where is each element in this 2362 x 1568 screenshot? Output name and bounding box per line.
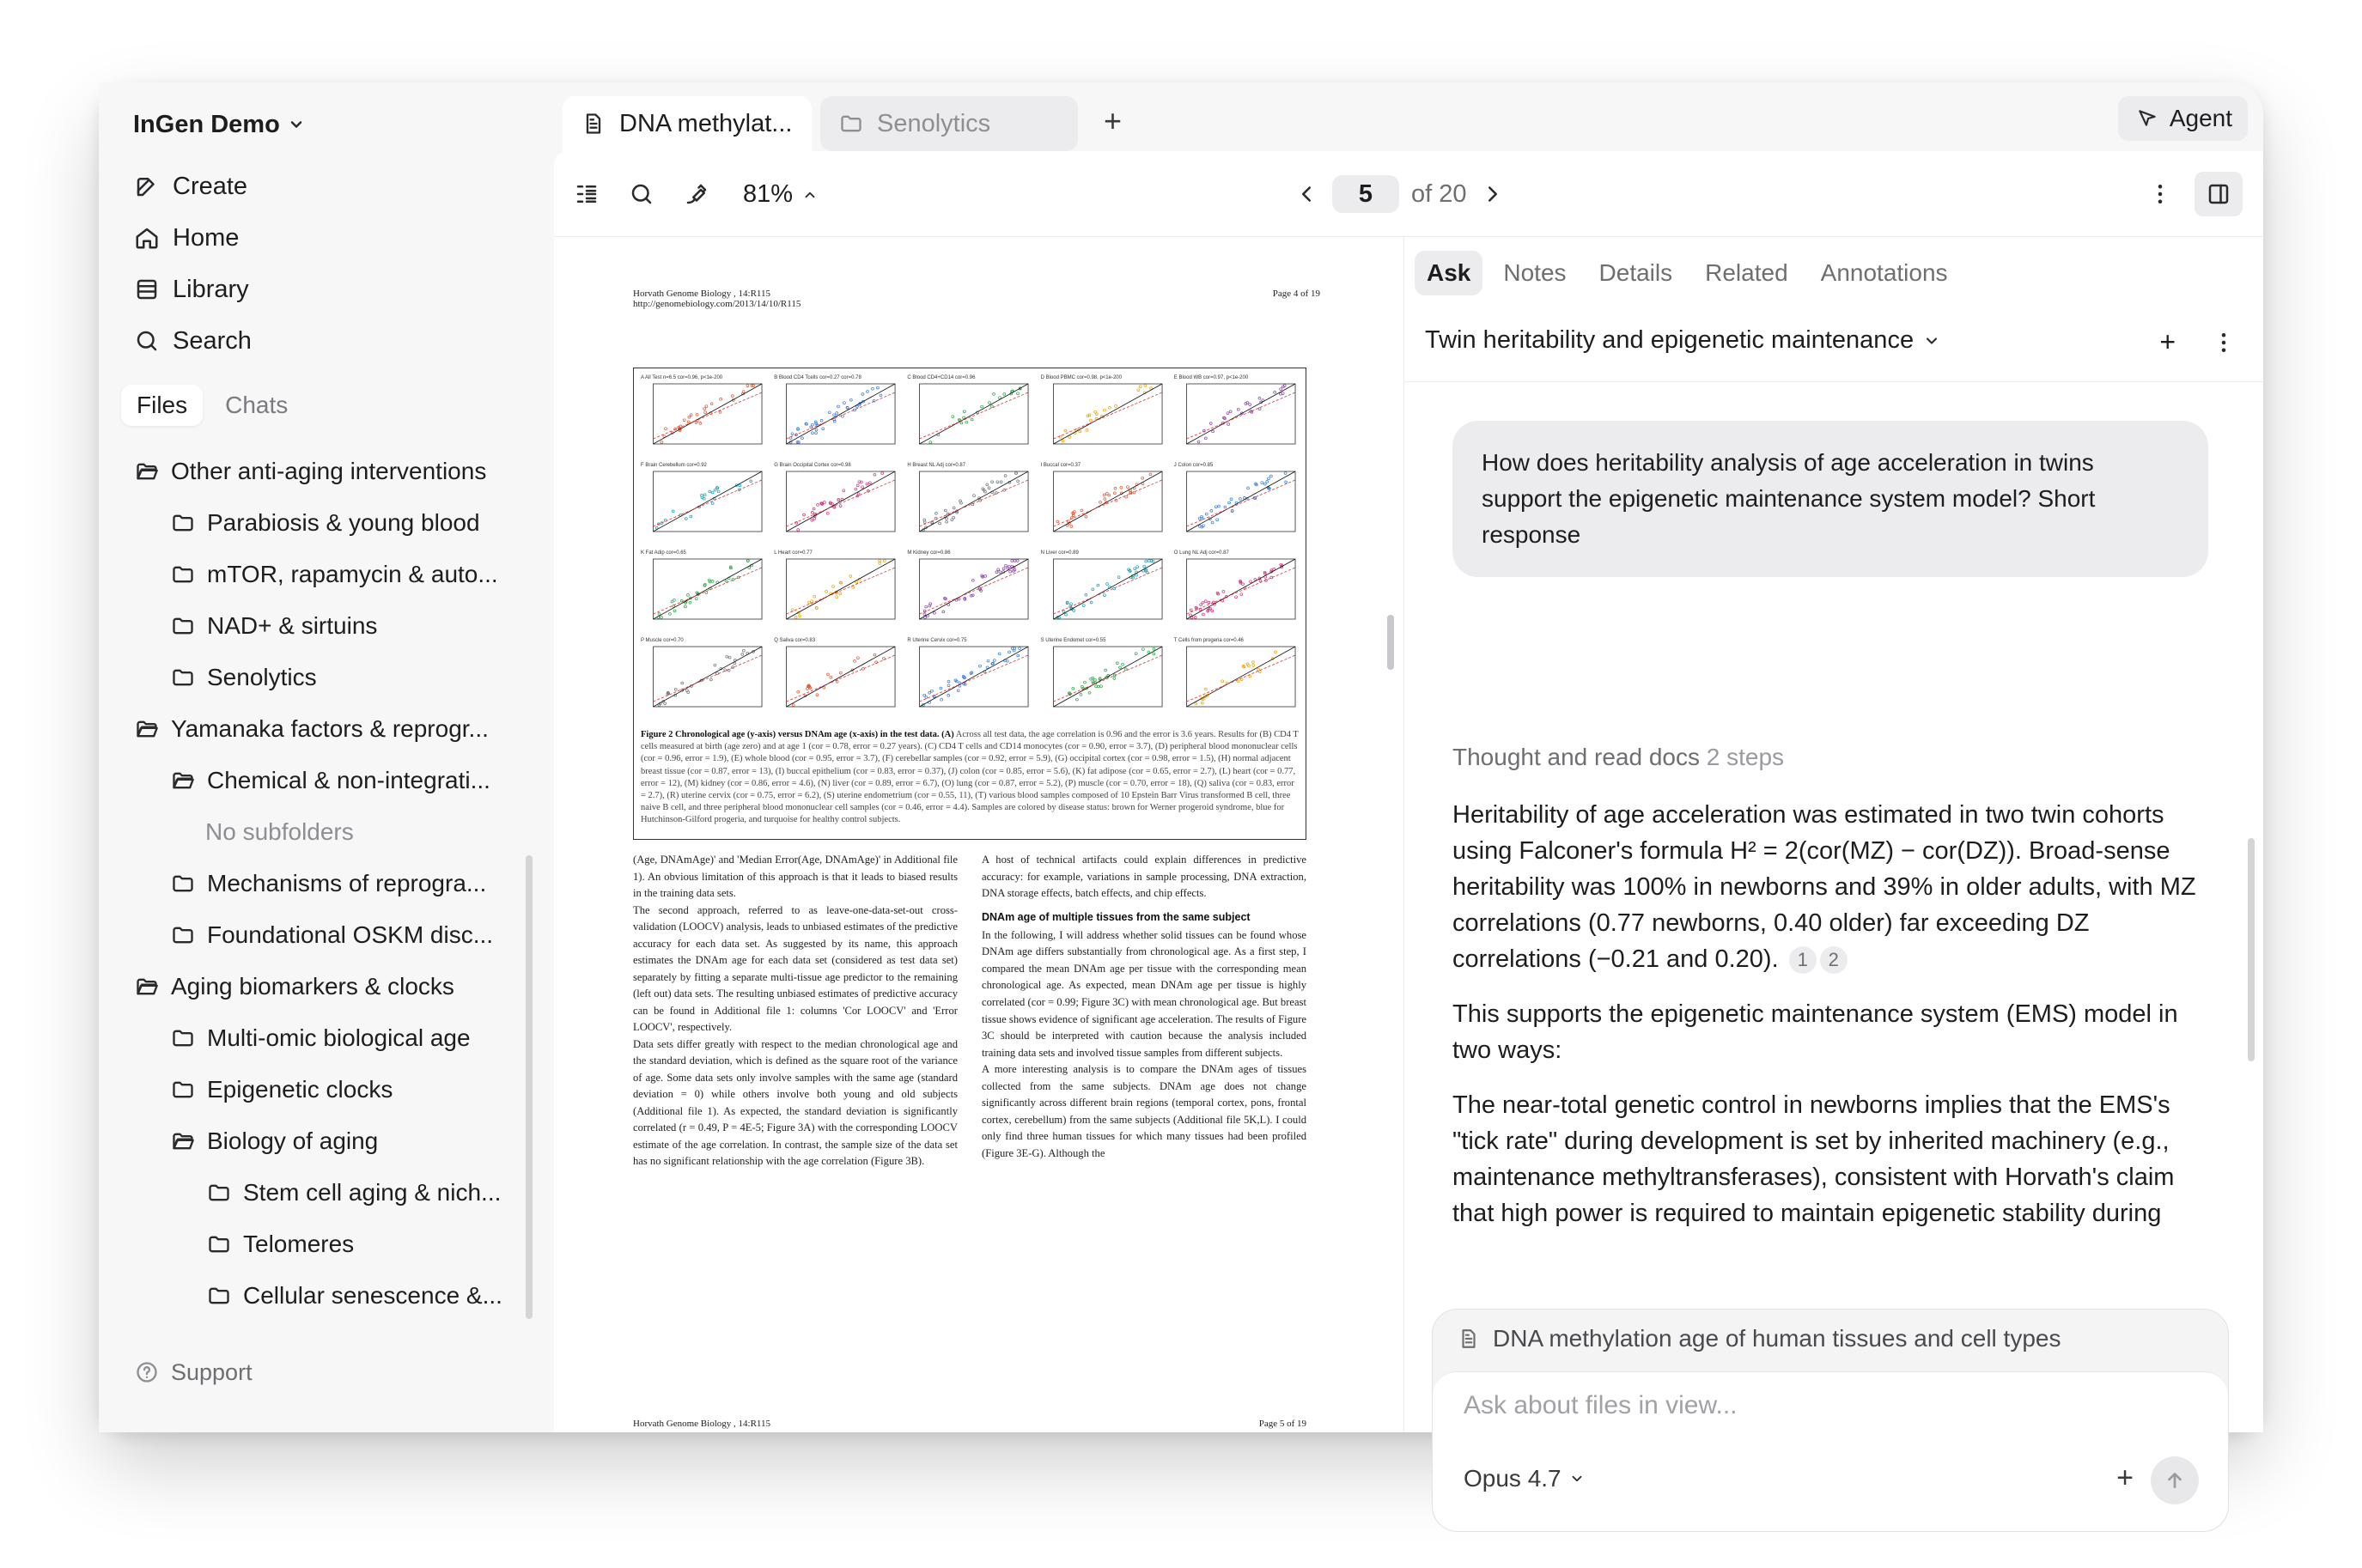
figure-panel-plot	[641, 645, 765, 717]
new-thread-button[interactable]: +	[2159, 326, 2176, 357]
tree-item-label: Mechanisms of reprogra...	[207, 870, 487, 896]
figure-panel-title: O Lung NL Adj cor=0.87	[1173, 550, 1229, 556]
pdf-body-columns	[633, 852, 1306, 1170]
tree-item[interactable]	[169, 915, 493, 955]
tab-related[interactable]: Related	[1705, 259, 1788, 286]
figure-panel	[1041, 463, 1166, 547]
more-vertical-icon[interactable]	[2210, 329, 2237, 356]
nav-library[interactable]	[133, 270, 249, 309]
user-message: How does heritability analysis of age acceleration in twins support the epigenetic maintenance system model? Short response	[1452, 421, 2208, 577]
thought-label: Thought and read docs	[1452, 744, 1700, 770]
tree-item[interactable]	[133, 967, 454, 1006]
figure-panel-plot	[1041, 470, 1166, 542]
folder-open-icon	[169, 1127, 197, 1155]
tab-senolytics-label: Senolytics	[877, 109, 991, 137]
tree-item[interactable]	[169, 864, 486, 903]
figure-panel-grid	[641, 375, 1299, 722]
tree-item-label: mTOR, rapamycin & auto...	[207, 561, 498, 587]
answer-paragraph	[1452, 797, 2208, 977]
pdf-col2-body: In the following, I will address whether solid tissues can be found whose DNAm age differs substantially from chronological age. As a first step, I compared the mean DNAm age per tissue with the corresponding mean chronological age. As expected, mean DNAm age per tissue is highly correlated (cor = 0.99; Figure 3C) with mean chronological age. But breast tissue shows evidence of significant age acceleration. The results of Figure 3C should be interpreted with caution because the analysis included training data sets and involved tissue samples from different subjects. A more interesting analysis is to compare the DNAm ages of tissues collected from the same subjects. DNAm age does not change significantly across different brain regions (temporal cortex, pons, frontal cortex, cerebellum) from the same subjects (Additional file 5K,L). I could only find three human tissues for which many tissues had been profiled (Figure 3E-G). Although the	[982, 928, 1306, 1159]
chevron-down-icon	[1568, 1470, 1586, 1487]
pdf-running-header	[633, 289, 1320, 309]
folder-icon	[169, 870, 197, 897]
toggle-sidepanel-button[interactable]	[2195, 172, 2243, 216]
agent-button[interactable]	[2118, 96, 2248, 141]
thought-summary[interactable]	[1452, 744, 1784, 771]
figure-panel-plot	[1041, 557, 1166, 629]
nav-home-label: Home	[173, 223, 240, 252]
send-button[interactable]	[2151, 1456, 2199, 1504]
tab-document[interactable]	[563, 96, 812, 151]
thought-steps: 2 steps	[1706, 744, 1785, 770]
folder-icon	[837, 110, 865, 137]
tab-notes[interactable]: Notes	[1503, 259, 1567, 286]
thread-selector[interactable]	[1425, 326, 1941, 355]
panel-divider	[1404, 381, 2263, 382]
figure-caption-title: Figure 2 Chronological age (y-axis) versus DNAm age (x-axis) in the test data. (A)	[641, 730, 954, 739]
pdf-page	[633, 289, 1320, 1319]
figure-panel-title: G Brain Occipital Cortex cor=0.98	[774, 463, 851, 468]
search-icon	[133, 327, 161, 355]
chevron-up-icon	[801, 186, 819, 204]
figure-panel-title: I Buccal cor=0.37	[1040, 463, 1081, 468]
tab-annotations[interactable]: Annotations	[1820, 259, 1948, 286]
pdf-column-left	[633, 852, 958, 1170]
thread-actions	[2159, 326, 2237, 358]
chat-composer	[1432, 1309, 2229, 1532]
pencil-square-icon	[133, 173, 161, 200]
pdf-footer-citation: Horvath Genome Biology , 14:R115	[633, 1419, 770, 1429]
figure-panel	[774, 463, 898, 547]
figure-panel-title: A All Test n=6.5 cor=0.96, p<1e-200	[641, 375, 723, 380]
page-navigator	[1293, 175, 1507, 213]
tree-item[interactable]	[205, 1276, 502, 1316]
tree-item[interactable]	[205, 1173, 501, 1212]
page-count: of 20	[1411, 179, 1467, 208]
folder-icon	[169, 1076, 197, 1103]
figure-panel-title: P Muscle cor=0.70	[641, 638, 684, 643]
figure-panel	[641, 375, 765, 459]
nav-search[interactable]	[133, 321, 252, 361]
cursor-arrow-icon	[2134, 105, 2161, 132]
citation-badge[interactable]: 1	[1789, 946, 1817, 974]
nav-create-label: Create	[173, 172, 248, 200]
composer-input-area	[1433, 1371, 2228, 1531]
tree-item[interactable]	[169, 658, 317, 697]
tree-item[interactable]	[205, 1225, 354, 1264]
figure-panel	[1041, 638, 1166, 722]
page-number-input[interactable]: 5	[1332, 175, 1399, 213]
folder-icon	[205, 1282, 233, 1310]
figure-panel-title: E Blood WB cor=0.97, p<1e-200	[1173, 375, 1249, 380]
tree-item-label: Cellular senescence &...	[243, 1282, 502, 1309]
answer-paragraph: This supports the epigenetic maintenance system (EMS) model in two ways:	[1452, 1000, 2178, 1064]
tree-item[interactable]	[133, 709, 489, 749]
figure-panel	[1174, 550, 1299, 635]
figure-panel-plot	[907, 382, 1032, 454]
tree-item-label: Epigenetic clocks	[207, 1076, 393, 1103]
pdf-header-citation: Horvath Genome Biology , 14:R115	[633, 289, 770, 299]
folder-icon	[169, 921, 197, 949]
folder-icon	[205, 1179, 233, 1206]
figure-panel	[641, 463, 765, 547]
search-icon[interactable]	[628, 180, 655, 208]
zoom-control[interactable]	[743, 180, 819, 209]
figure-panel	[1041, 375, 1166, 459]
folder-icon	[169, 1024, 197, 1052]
nav-home[interactable]	[133, 218, 239, 258]
folder-icon	[169, 664, 197, 691]
more-options-button[interactable]	[2136, 172, 2184, 216]
figure-panel-title: R Uterine Cervix cor=0.75	[907, 638, 967, 643]
context-document-title: DNA methylation age of human tissues and cell types	[1493, 1325, 2061, 1352]
chevron-down-icon	[287, 115, 306, 134]
help-circle-icon	[133, 1358, 161, 1386]
library-icon	[133, 276, 161, 303]
folder-open-icon	[133, 458, 161, 485]
figure-panel	[1174, 375, 1299, 459]
folder-icon	[169, 561, 197, 588]
tree-item-label: Senolytics	[207, 664, 317, 690]
figure-panel	[1041, 550, 1166, 635]
tree-item-label: Stem cell aging & nich...	[243, 1179, 502, 1206]
figure-panel-plot	[641, 557, 765, 629]
figure-panel-plot	[907, 470, 1032, 542]
figure-caption	[641, 729, 1299, 826]
figure-panel-plot	[641, 470, 765, 542]
figure-panel-plot	[1174, 645, 1299, 717]
pdf-column-right	[982, 852, 1306, 1170]
figure-panel	[907, 463, 1032, 547]
new-tab-button[interactable]: +	[1104, 103, 1123, 138]
ask-input[interactable]	[1464, 1391, 2185, 1420]
figure-panel	[641, 550, 765, 635]
figure-panel-plot	[1041, 382, 1166, 454]
chevron-down-icon	[1922, 331, 1941, 350]
figure-panel-plot	[1174, 470, 1299, 542]
tree-item-label: Aging biomarkers & clocks	[171, 973, 454, 1000]
assistant-panel	[1404, 237, 2263, 1494]
attach-button[interactable]: +	[2116, 1462, 2134, 1494]
pdf-figure	[633, 368, 1306, 840]
document-icon	[580, 110, 607, 137]
figure-panel-title: T Cells from progeria cor=0.46	[1173, 638, 1244, 643]
tree-item[interactable]	[169, 503, 480, 543]
folder-icon	[205, 1231, 233, 1258]
workspace-name: InGen Demo	[133, 110, 280, 138]
tree-item-label: NAD+ & sirtuins	[207, 612, 378, 639]
context-document-chip[interactable]	[1455, 1325, 2061, 1352]
folder-open-icon	[133, 715, 161, 743]
tab-ask[interactable]: Ask	[1415, 251, 1482, 295]
tree-item-label: Parabiosis & young blood	[207, 509, 480, 536]
answer-text-1: Heritability of age acceleration was estimated in two twin cohorts using Falconer's formula H² = 2(cor(MZ) − cor(DZ)). Broad-sense heritability was 100% in newborns and 39% in older adults, with MZ correlations (0.77 newborns, 0.40 older) far exceeding DZ correlations (−0.21 and 0.20).	[1452, 801, 2196, 973]
main-panel	[554, 151, 2263, 1494]
workspace-switcher[interactable]	[133, 105, 306, 144]
tree-item-label: Multi-omic biological age	[207, 1024, 471, 1051]
pdf-header-url: http://genomebiology.com/2013/14/10/R115	[633, 299, 801, 309]
figure-panel	[1174, 638, 1299, 722]
figure-panel-plot	[641, 382, 765, 454]
tree-item-label: Yamanaka factors & reprogr...	[171, 715, 489, 742]
tree-item[interactable]	[169, 606, 377, 646]
figure-panel	[774, 550, 898, 635]
figure-panel-plot	[774, 645, 898, 717]
figure-panel-title: N Liver cor=0.89	[1040, 550, 1079, 556]
chat-scrollbar[interactable]	[2248, 838, 2255, 1061]
figure-panel-title: S Uterine Endomet cor=0.55	[1040, 638, 1106, 643]
pdf-col2-intro: A host of technical artifacts could explain differences in predictive accuracy: for example, variations in sample processing, DNA extraction, DNA storage effects, batch effects, and chip effects.	[982, 854, 1306, 900]
figure-panel	[907, 638, 1032, 722]
citation-badge[interactable]: 2	[1820, 946, 1848, 974]
figure-panel-plot	[1041, 645, 1166, 717]
tree-item-label: Foundational OSKM disc...	[207, 921, 494, 948]
chevron-left-icon[interactable]	[1293, 180, 1320, 208]
pdf-col1-text: (Age, DNAmAge)' and 'Median Error(Age, DNAmAge)' in Additional file 1). An obvious limitation of this approach is that it leads to biased results in the training data sets. The second approach, referred to as leave-one-data-set-out cross-validation (LOOCV) analysis, leads to unbiased estimates of the predictive accuracy for each data set. As suggested by its name, this approach estimates the DNAm age for each data set (considered as test data set) separately by fitting a separate multi-tissue age predictor to the remaining (left out) data sets. The resulting unbiased estimates of predictive accuracy can be found in Additional file 1: columns 'Cor LOOCV' and 'Error LOOCV', respectively. Data sets differ greatly with respect to the median chronological age and the standard deviation, which is defined as the square root of the variance of age. Some data sets only involve samples with the same age (standard deviation = 0) while others involve both young and old subjects (Additional file 1). As expected, the standard deviation is significantly correlated (r = 0.49, P = 4E-5; Figure 3A) with the corresponding LOOCV estimate of the age correlation. In contrast, the sample size of the data set has no significant relationship with the age correlation (Figure 3B).	[633, 854, 958, 1168]
figure-panel-title: Q Saliva cor=0.83	[774, 638, 816, 643]
model-name: Opus 4.7	[1464, 1465, 1561, 1492]
panel-tabs	[1415, 251, 1960, 295]
tab-details[interactable]: Details	[1598, 259, 1673, 286]
house-icon	[133, 224, 161, 252]
document-icon	[1455, 1325, 1482, 1352]
outline-icon[interactable]	[573, 180, 600, 208]
more-vertical-icon	[2146, 180, 2174, 208]
tree-item[interactable]	[169, 1121, 378, 1161]
figure-panel	[774, 638, 898, 722]
pdf-viewer[interactable]	[554, 237, 1404, 1432]
figure-panel	[1174, 463, 1299, 547]
tab-chats[interactable]: Chats	[225, 392, 289, 418]
figure-panel	[641, 638, 765, 722]
figure-panel-plot	[774, 557, 898, 629]
figure-panel-plot	[1174, 557, 1299, 629]
support-label: Support	[171, 1358, 253, 1385]
thread-title: Twin heritability and epigenetic maintenance	[1425, 326, 1915, 354]
tree-item[interactable]	[169, 555, 498, 594]
figure-panel-plot	[907, 645, 1032, 717]
figure-panel-title: J Colon cor=0.85	[1173, 463, 1214, 468]
model-selector[interactable]	[1464, 1465, 1586, 1492]
sidebar-panel-icon	[2205, 180, 2232, 208]
tree-item	[205, 812, 354, 852]
support-link[interactable]	[133, 1358, 253, 1386]
folder-icon	[169, 509, 197, 537]
highlighter-icon[interactable]	[683, 180, 710, 208]
pdf-next-page-header	[633, 1419, 1306, 1432]
pdf-section-heading: DNAm age of multiple tissues from the same subject	[982, 910, 1251, 923]
pdf-footer-page: Page 5 of 19	[1258, 1419, 1306, 1429]
assistant-answer	[1452, 797, 2208, 1250]
figure-panel	[774, 375, 898, 459]
figure-panel-title: B Blood CD4 Tcells cor=0.27 cor=0.78	[774, 375, 861, 380]
figure-panel-title: M Kidney cor=0.86	[907, 550, 951, 556]
pdf-header-page: Page 4 of 19	[1272, 289, 1320, 299]
tree-item-label: Chemical & non-integrati...	[207, 767, 490, 793]
figure-panel-title: L Heart cor=0.77	[774, 550, 813, 556]
tree-item[interactable]	[169, 1070, 393, 1109]
nav-search-label: Search	[173, 326, 252, 355]
sidebar	[99, 82, 554, 1432]
figure-panel-plot	[1174, 382, 1299, 454]
figure-panel-plot	[907, 557, 1032, 629]
tab-document-label: DNA methylat...	[619, 109, 793, 137]
tree-item[interactable]	[169, 761, 490, 800]
figure-caption-text: Across all test data, the age correlation is 0.96 and the error is 3.6 years. Results for (B) CD4 T cells measured at birth (age zero) and at age 1 (cor = 0.78, error = 0.27 years). (C) CD4 T cells and CD14 monocytes (cor = 0.90, error = 3.7), (D) peripheral blood mononuclear cells (cor = 0.96, error = 1.9), (E) whole blood (cor = 0.95, error = 3.7), (F) cerebellar samples (cor = 0.92, error = 5.9), (G) occipital cortex (cor = 0.98, error = 1.5), (H) normal adjacent breast tissue (cor = 0.87, error = 13), (I) buccal epithelium (cor = 0.83, error = 0.37), (J) colon (cor = 0.85, error = 5.6), (K) fat adipose (cor = 0.65, error = 2.7), (L) heart (cor = 0.77, error = 12), (M) kidney (cor = 0.86, error = 4.6), (N) liver (cor = 0.89, error = 6.7), (O) lung (cor = 0.87, error = 5.2), (P) muscle (cor = 0.70, error = 18), (Q) saliva (cor = 0.83, error = 2.7), (R) uterine cervix (cor = 0.75, error = 6.2), (S) uterine endometrium (cor = 0.55, 11), (T) various blood samples composed of 10 Epstein Barr Virus transformed B cell, three naive B cell, and three peripheral blood mononuclear cell samples (cor = 0.46, error = 4.4). Samples are colored by disease status: brown for Werner progeroid syndrome, blue for Hutchinson-Gilford progeria, and turquoise for healthy control subjects.	[641, 730, 1299, 825]
agent-label: Agent	[2169, 105, 2232, 131]
tree-item-label: Other anti-aging interventions	[171, 458, 487, 484]
tree-item-label: Telomeres	[243, 1231, 355, 1257]
sidebar-scrollbar[interactable]	[526, 855, 533, 1319]
figure-panel-title: K Fat Adip cor=0.65	[641, 550, 686, 556]
figure-panel-title: F Brain Cerebellum cor=0.92	[641, 463, 707, 468]
folder-open-icon	[169, 767, 197, 794]
sidebar-segment	[121, 385, 303, 426]
folder-open-icon	[133, 973, 161, 1000]
figure-panel	[907, 550, 1032, 635]
figure-panel-title: D Blood PBMC cor=0.98, p<1e-200	[1040, 375, 1122, 380]
tab-files[interactable]: Files	[121, 385, 203, 426]
app-window	[99, 82, 2263, 1494]
figure-panel-plot	[774, 470, 898, 542]
nav-library-label: Library	[173, 275, 249, 303]
arrow-up-icon	[2164, 1469, 2186, 1492]
nav-create[interactable]	[133, 167, 247, 206]
figure-panel-title: H Breast NL Adj cor=0.87	[907, 463, 966, 468]
tab-senolytics[interactable]	[820, 96, 1078, 151]
tree-item[interactable]	[169, 1018, 471, 1058]
chevron-right-icon[interactable]	[1479, 180, 1507, 208]
folder-icon	[169, 612, 197, 640]
tree-item-label: No subfolders	[205, 818, 354, 845]
pdf-scrollbar[interactable]	[1387, 615, 1394, 670]
tree-item-label: Biology of aging	[207, 1127, 379, 1154]
tree-item[interactable]	[133, 452, 486, 491]
figure-panel-title: C Blood CD4+CD14 cor=0.96	[907, 375, 976, 380]
figure-panel	[907, 375, 1032, 459]
viewer-toolbar	[554, 151, 2263, 237]
answer-paragraph: The near-total genetic control in newborns implies that the EMS's "tick rate" during development is set by inherited machinery (e.g., maintenance methyltransferases), consistent with Horvath's claim that high power is required to maintain epigenetic stability during	[1452, 1091, 2175, 1227]
figure-panel-plot	[774, 382, 898, 454]
zoom-level: 81%	[743, 180, 794, 208]
